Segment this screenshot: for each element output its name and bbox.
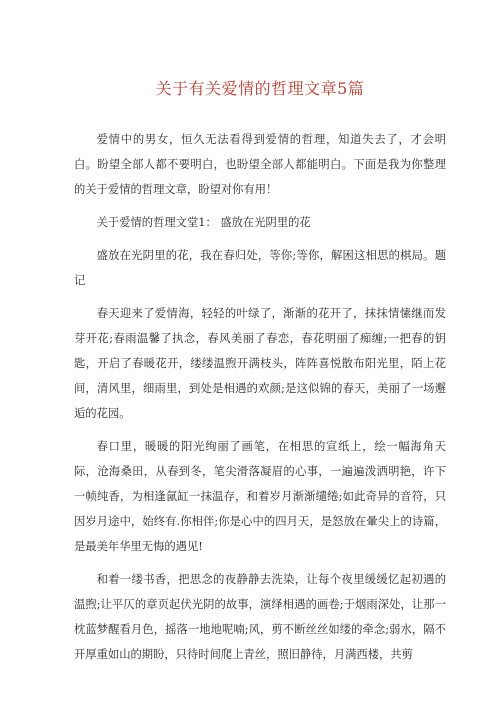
paragraph-spring: 春天迎来了爱情海，轻轻的叶绿了，渐渐的花开了，抹抹情愫继而发芽开花;春雨温馨了执念，春风美丽了春恋，春花明丽了痴缠;一把春的钥匙，开启了春暖花开，缕缕温煦开满枝头，阵阵喜悦散布阳光里，陌上花间，清风里，细雨里，到处是相遇的欢颜;是这似锦的春天，美丽了一场邂逅的花园。	[74, 307, 446, 420]
document-title: 关于有关爱情的哲理文章5篇	[155, 79, 365, 98]
section-heading-1: 关于爱情的哲理文堂1： 盛放在光阴里的花	[96, 216, 311, 229]
paragraph-intro: 爱情中的男女，恒久无法看得到爱情的哲理，知道失去了，才会明白。盼望全部人都不要明白，也盼望全部人都能明白。下面是我为你整理的关于爱情的哲理文章，盼望对你有用！	[74, 133, 446, 196]
paragraph-epigraph: 盛放在光阴里的花，我在春归处，等你;等你，解困这相思的棋局。题记	[74, 249, 446, 287]
paragraph-sunlight: 春口里，暖暖的阳光绚丽了画笔，在相思的宣纸上，绘一幅海角天际，沧海桑田，从春到冬，笔尖滑落凝眉的心事，一遍遍泼洒明艳，许下一帧纯香，为相逢氤缸一抹温存，和着岁月渐渐缱绻;如此奇异的音符，只因岁月途中，始终有.你相伴;你是心中的四月天，是怒放在暈尖上的诗篇，是最美年华里无悔的遇见!	[74, 440, 446, 553]
paragraph-night: 和着一缕书香，把思念的夜静静去洗染，让每个夜里缓缓忆起初遇的温煦;让平仄的章页起伏光阴的故事，演绎相遇的画卷;于烟雨深处，让那一枕蓝梦醒看月色，摇落一地地呢喃;风，剪不断丝丝如缕的牵念;弱水，隔不开厚重如山的期盼，只待时间爬上青丝，照旧静待，月满西楼，共剪	[74, 573, 446, 661]
